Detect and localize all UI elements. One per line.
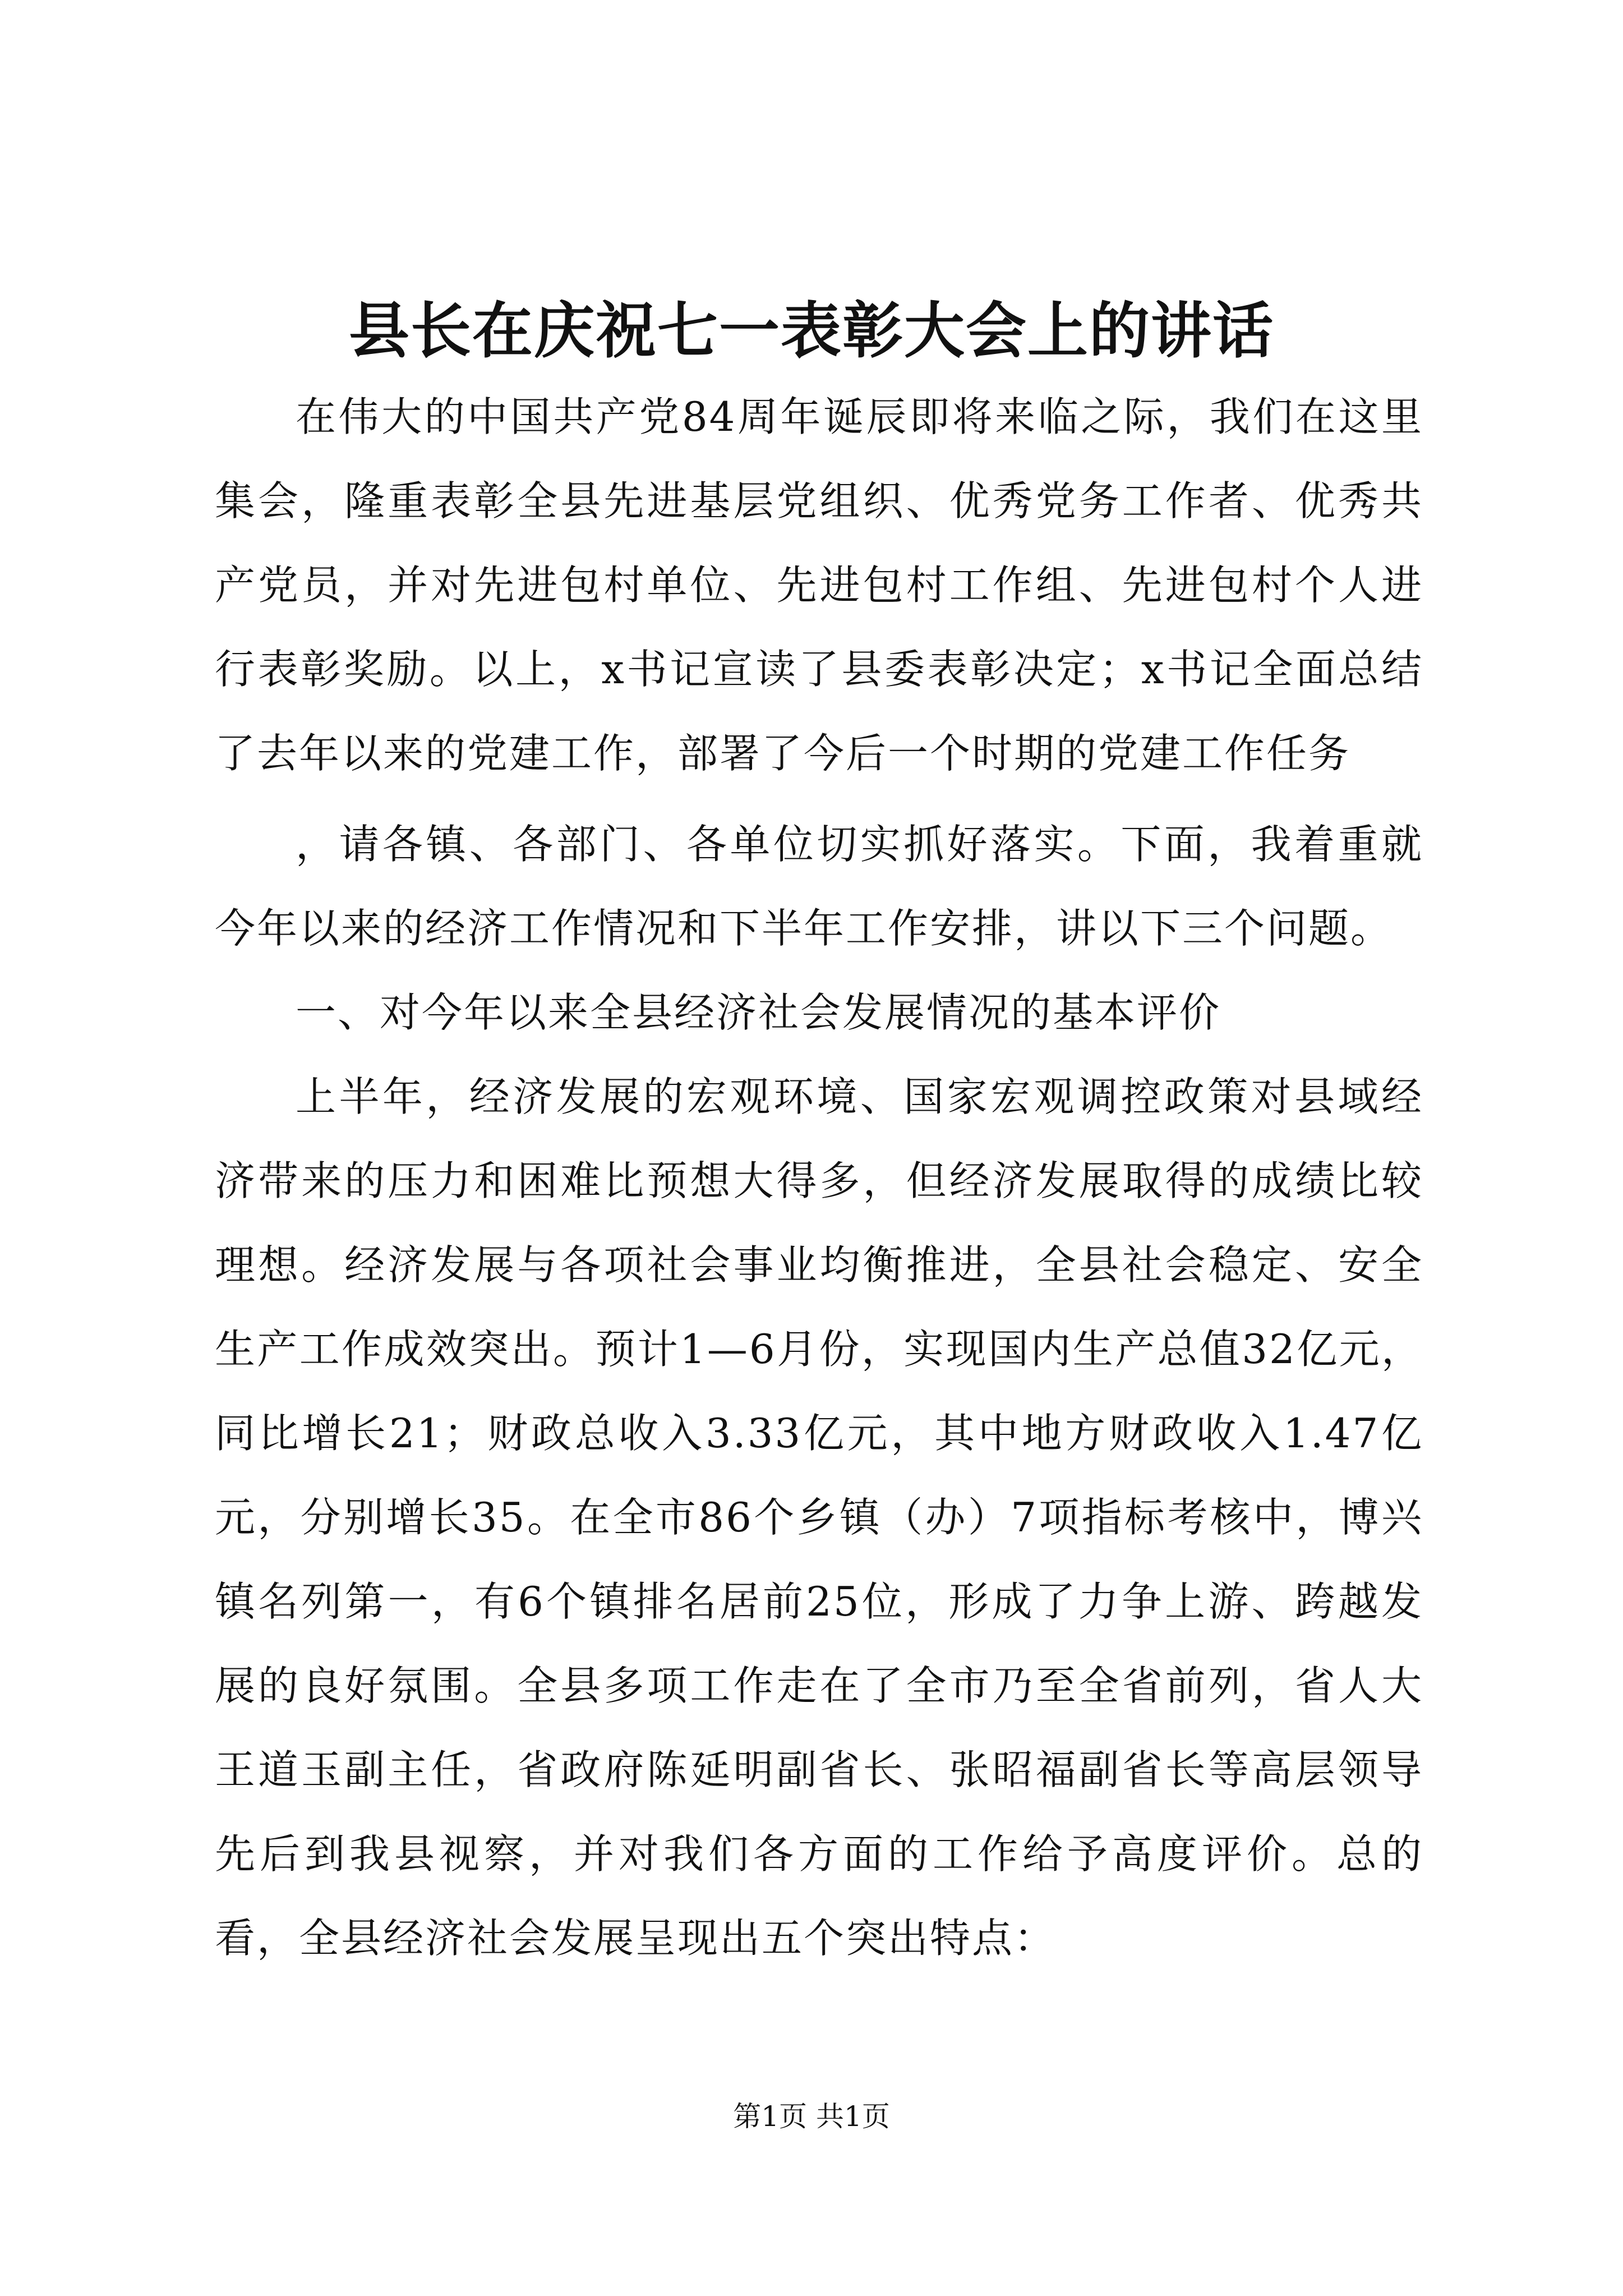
paragraph-intro: 在伟大的中国共产党84周年诞辰即将来临之际，我们在这里集会，隆重表彰全县先进基层党组织、优秀党务工作者、优秀共产党员，并对先进包村单位、先进包村工作组、先进包村个人进行表彰奖励。以上，x书记宣读了县委表彰决定；x书记全面总结了去年以来的党建工作，部署了今后一个时期的党建工作任务 — [215, 393, 1423, 777]
page-number-footer: 第1页 共1页 — [733, 2100, 890, 2133]
document-title: 县长在庆祝七一表彰大会上的讲话 — [348, 296, 1274, 366]
paragraph-continuation: ，请各镇、各部门、各单位切实抓好落实。下面，我着重就今年以来的经济工作情况和下半年工作安排，讲以下三个问题。 — [215, 821, 1423, 952]
document-body — [215, 375, 1423, 1980]
paragraph-evaluation: 上半年，经济发展的宏观环境、国家宏观调控政策对县域经济带来的压力和困难比预想大得多，但经济发展取得的成绩比较理想。经济发展与各项社会事业均衡推进，全县社会稳定、安全生产工作成效突出。预计1—6月份，实现国内生产总值32亿元，同比增长21；财政总收入3.33亿元，其中地方财政收入1.47亿元，分别增长35。在全市86个乡镇（办）7项指标考核中，博兴镇名列第一，有6个镇排名居前25位，形成了力争上游、跨越发展的良好氛围。全县多项工作走在了全市乃至全省前列，省人大王道玉副主任，省政府陈延明副省长、张昭福副省长等高层领导先后到我县视察，并对我们各方面的工作给予高度评价。总的看，全县经济社会发展呈现出五个突出特点： — [215, 1073, 1423, 1962]
section-heading-1: 一、对今年以来全县经济社会发展情况的基本评价 — [296, 989, 1221, 1036]
